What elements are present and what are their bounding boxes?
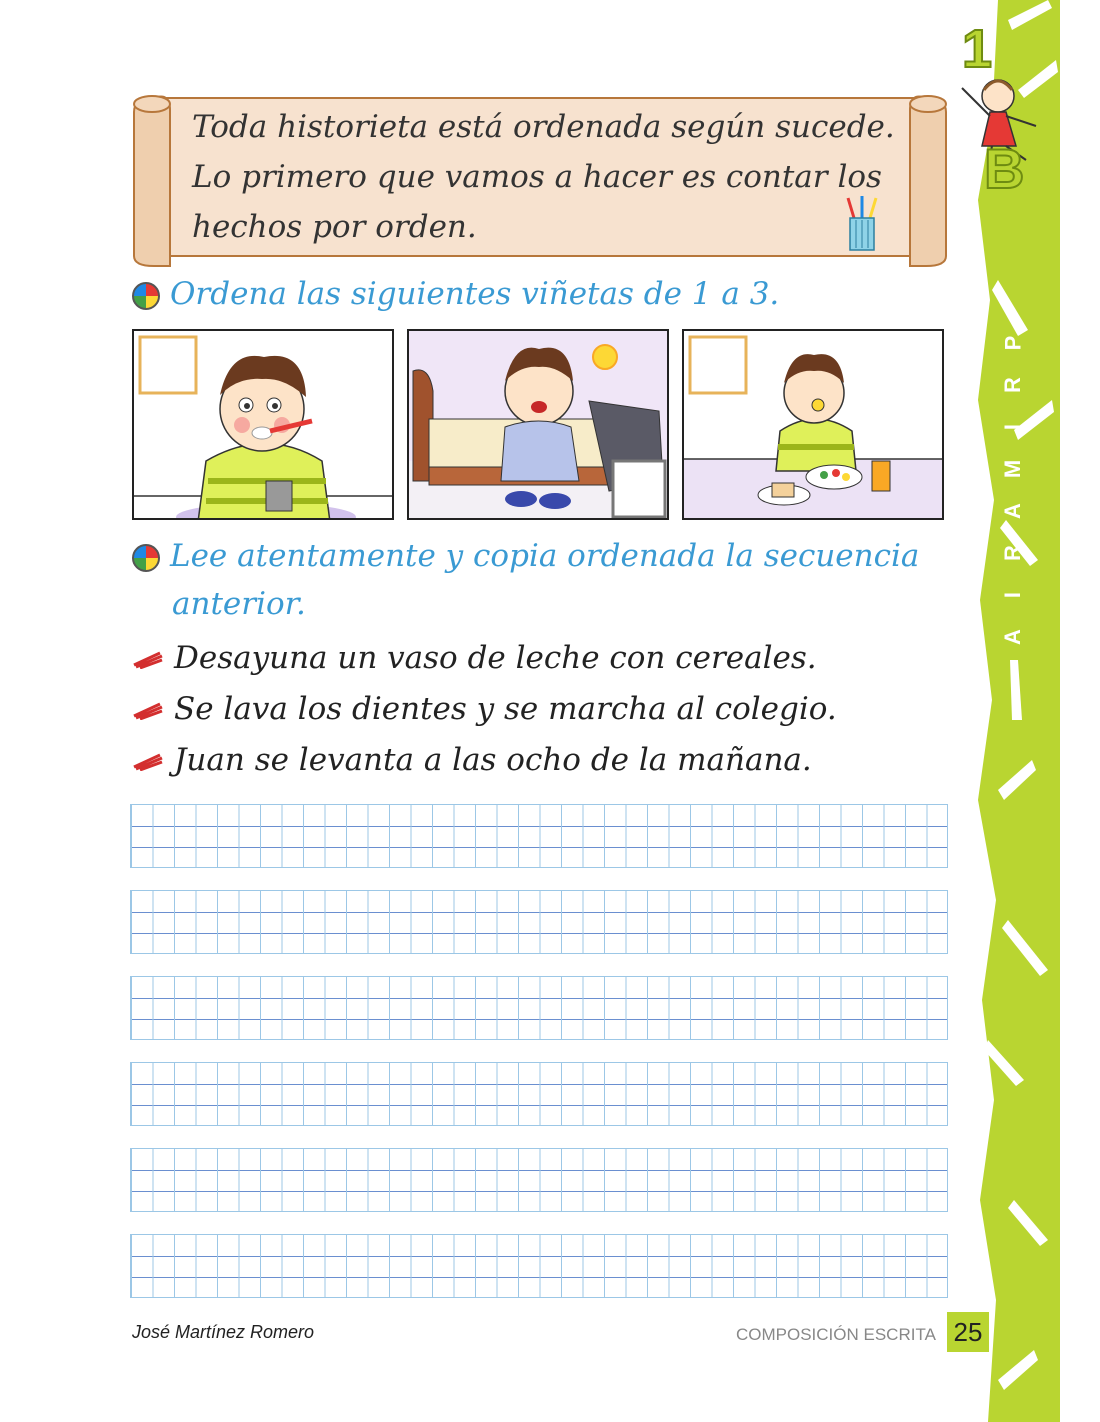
- sentence-item: [132, 640, 817, 676]
- writing-grid[interactable]: [130, 1062, 948, 1126]
- author-name: José Martínez Romero: [132, 1322, 315, 1342]
- vertical-letter: A: [999, 503, 1025, 519]
- vertical-letter: A: [999, 629, 1025, 645]
- sentence-text: Se lava los dientes y se marcha al colegio.: [174, 691, 837, 727]
- scribble-bullet-icon: [132, 753, 164, 771]
- vertical-letter: I: [1000, 591, 1025, 599]
- writing-grid[interactable]: [130, 890, 948, 954]
- section-name: COMPOSICIÓN ESCRITA: [736, 1325, 936, 1344]
- level-letter: B: [984, 137, 1025, 200]
- exercise-1-text: Ordena las siguientes viñetas de 1 a 3.: [170, 276, 780, 312]
- writing-grid[interactable]: [130, 1148, 948, 1212]
- scribble-bullet-icon: [132, 702, 164, 720]
- panel-brushing-teeth: [132, 329, 394, 520]
- intro-line: Lo primero que vamos a hacer es contar los: [192, 159, 882, 195]
- ball-icon: [132, 282, 160, 310]
- panel-breakfast: [682, 329, 944, 520]
- vertical-letter: M: [999, 459, 1025, 479]
- sentence-text: Juan se levanta a las ocho de la mañana.: [174, 742, 812, 778]
- writing-grid[interactable]: [130, 1234, 948, 1298]
- vertical-letter: R: [999, 377, 1025, 393]
- side-strip: [978, 0, 1060, 1422]
- vertical-letter: I: [1000, 423, 1025, 431]
- ball-icon: [132, 544, 160, 572]
- exercise-1-instruction: [132, 276, 779, 312]
- pencil-cup-icon: [842, 196, 882, 252]
- sentence-item: [132, 691, 837, 727]
- exercise-2-text: Lee atentamente y copia ordenada la secuencia: [170, 538, 920, 574]
- intro-line: Toda historieta está ordenada según sucede.: [192, 109, 895, 145]
- panel-waking-up: [407, 329, 669, 520]
- sentence-item: [132, 742, 812, 778]
- vertical-letter: R: [999, 545, 1025, 561]
- vertical-word: [993, 330, 1033, 650]
- page-number: 25: [947, 1312, 989, 1352]
- exercise-2-instruction: [132, 538, 919, 574]
- vertical-letter: P: [1000, 335, 1025, 351]
- writing-grid[interactable]: [130, 804, 948, 868]
- intro-text: [192, 102, 912, 252]
- exercise-2-text-continued: anterior.: [172, 586, 306, 622]
- intro-line: hechos por orden.: [192, 209, 477, 245]
- level-number: 1: [962, 19, 993, 79]
- writing-grid[interactable]: [130, 976, 948, 1040]
- sentence-text: Desayuna un vaso de leche con cereales.: [174, 640, 817, 676]
- scribble-bullet-icon: [132, 651, 164, 669]
